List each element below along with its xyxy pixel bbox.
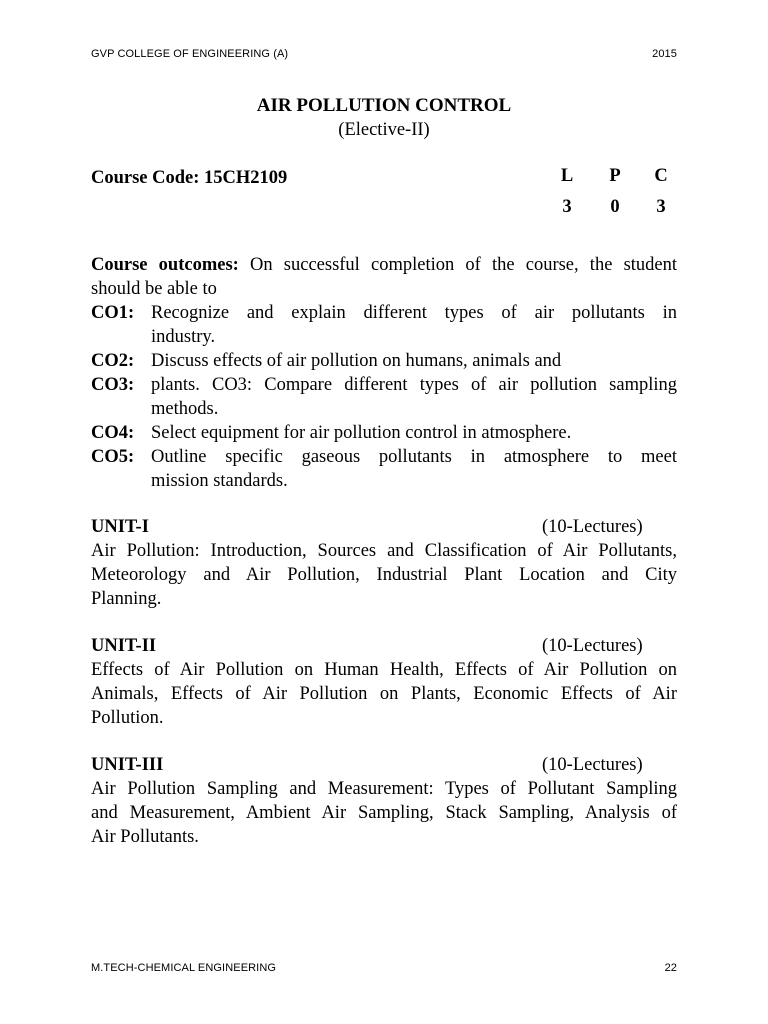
unit-3-lectures: (10-Lectures) [542, 755, 643, 775]
unit-2-line: Pollution. [91, 708, 164, 728]
unit-1-title: UNIT-I [91, 517, 149, 537]
unit-3-line: Air Pollutants. [91, 827, 199, 847]
outcome-label: CO1: [91, 303, 135, 323]
unit-2-line: Animals, Effects of Air Pollution on Plants, Economic Effects of Air [91, 684, 677, 704]
outcomes-intro-text: On successful completion of the course, the student [250, 255, 678, 275]
outcome-text-line: Discuss effects of air pollution on humans, animals and [151, 351, 562, 371]
ltpc-label-p: P [609, 166, 621, 186]
outcome-label: CO2: [91, 351, 135, 371]
ltpc-label-c: C [654, 166, 668, 186]
outcome-text-line: methods. [151, 399, 219, 419]
outcome-label: CO5: [91, 447, 135, 467]
outcomes-label: Course outcomes: [91, 255, 239, 275]
outcome-text-line: Select equipment for air pollution control in atmosphere. [151, 423, 572, 443]
unit-3-title: UNIT-III [91, 755, 164, 775]
ltpc-value-p: 0 [610, 197, 620, 217]
unit-2-title: UNIT-II [91, 636, 157, 656]
header-year: 2015 [652, 48, 677, 60]
footer-program: M.TECH-CHEMICAL ENGINEERING [91, 962, 277, 974]
ltpc-value-l: 3 [562, 197, 572, 217]
outcomes-intro [91, 253, 677, 277]
outcome-text-line: industry. [151, 327, 216, 347]
course-title: AIR POLLUTION CONTROL [256, 95, 512, 116]
outcome-text-line: Recognize and explain different types of air pollutants in [151, 303, 677, 323]
unit-3-line: and Measurement, Ambient Air Sampling, Stack Sampling, Analysis of [91, 803, 677, 823]
outcome-text-line: mission standards. [151, 471, 288, 491]
ltpc-label-l: L [560, 166, 574, 186]
ltpc-value-c: 3 [656, 197, 666, 217]
course-subtitle: (Elective-II) [338, 120, 430, 140]
outcomes-intro-line2: should be able to [91, 279, 217, 299]
unit-1-line: Meteorology and Air Pollution, Industrial Plant Location and City [91, 565, 677, 585]
unit-1-lectures: (10-Lectures) [542, 517, 643, 537]
header-college: GVP COLLEGE OF ENGINEERING (A) [91, 48, 289, 60]
unit-1-line: Air Pollution: Introduction, Sources and Classification of Air Pollutants, [91, 541, 677, 561]
outcome-text-line: Outline specific gaseous pollutants in atmosphere to meet [151, 447, 677, 467]
footer-page-number: 22 [664, 962, 677, 974]
course-code: Course Code: 15CH2109 [91, 168, 288, 188]
unit-1-line: Planning. [91, 589, 162, 609]
outcome-label: CO4: [91, 423, 135, 443]
unit-3-line: Air Pollution Sampling and Measurement: Types of Pollutant Sampling [91, 779, 677, 799]
unit-2-line: Effects of Air Pollution on Human Health, Effects of Air Pollution on [91, 660, 677, 680]
outcome-label: CO3: [91, 375, 135, 395]
unit-2-lectures: (10-Lectures) [542, 636, 643, 656]
outcome-text-line: plants. CO3: Compare different types of air pollution sampling [151, 375, 677, 395]
